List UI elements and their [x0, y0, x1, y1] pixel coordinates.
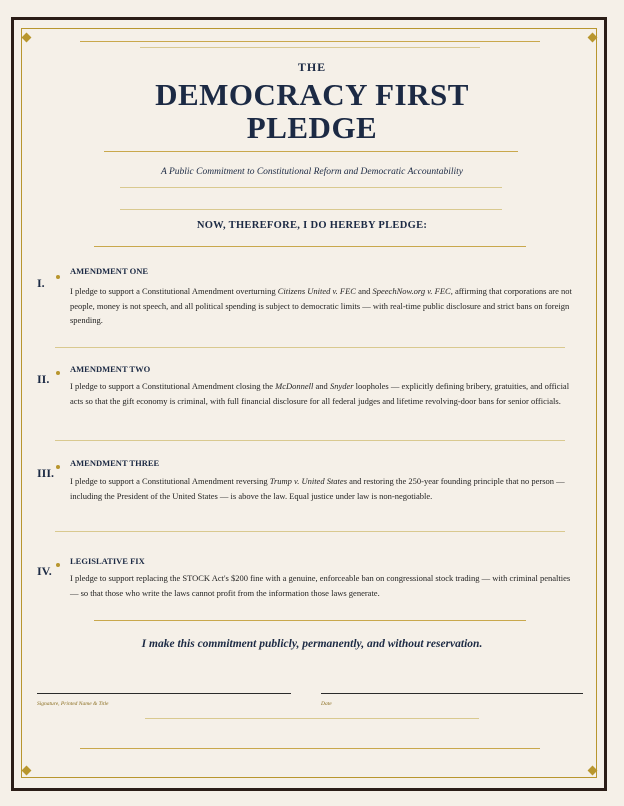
bullet-icon: [56, 275, 60, 279]
body-text: loopholes — explicitly defining bribery, gratuities, and official acts so that the gift economy is criminal, with full financial disclosure for all federal judges and lifetime revolving-door bans for senior officials.: [70, 381, 570, 406]
footer-rule: [80, 748, 540, 749]
article-heading: AMENDMENT THREE: [70, 458, 160, 468]
body-text: I pledge to support a Constitutional Amendment overturning: [70, 286, 278, 296]
body-text: and: [355, 286, 373, 296]
top-rule: [80, 41, 540, 42]
bullet-icon: [56, 563, 60, 567]
title-underline: [104, 151, 518, 152]
article-heading: AMENDMENT TWO: [70, 364, 151, 374]
footer-rule-thin: [145, 718, 479, 719]
signature-line[interactable]: [37, 693, 291, 694]
case-name: Snyder: [329, 381, 354, 391]
article-body: [70, 474, 580, 503]
article-numeral: IV.: [37, 564, 52, 578]
bullet-icon: [56, 371, 60, 375]
article-body: [70, 284, 580, 328]
article-body: [70, 379, 580, 408]
article-heading: AMENDMENT ONE: [70, 266, 148, 276]
body-text: I pledge to support replacing the STOCK Act's $200 fine with a genuine, enforceable ban on congressional stock trading — with criminal penalties — so that those who write the laws cannot profit from the information those laws generate.: [70, 573, 571, 598]
title-line-1: DEMOCRACY FIRST: [155, 77, 469, 112]
article-divider: [55, 440, 565, 441]
article-heading: LEGISLATIVE FIX: [70, 556, 145, 566]
preamble-rule-bottom: [94, 246, 526, 247]
title-prefix: THE: [297, 60, 327, 74]
closing-rule: [94, 620, 526, 621]
article-divider: [55, 531, 565, 532]
article-body: [70, 571, 580, 600]
preamble: NOW, THEREFORE, I DO HEREBY PLEDGE:: [196, 220, 428, 231]
date-label: Date: [321, 701, 332, 707]
closing-statement: I make this commitment publicly, permanently, and without reservation.: [141, 638, 483, 650]
article-divider: [55, 347, 565, 348]
page-title: [0, 78, 624, 144]
top-rule-thin: [140, 47, 480, 48]
body-text: and restoring the 250-year founding principle that no person — including the President of the United States — is above the law. Equal justice under law is non-negotiable.: [70, 476, 565, 501]
signature-label: Signature, Printed Name & Title: [37, 701, 109, 707]
body-text: , affirming that corporations are not people, money is not speech, and all political spending is subject to democratic limits — with real-time public disclosure and strict bans on foreign spending.: [70, 286, 572, 325]
article-numeral: III.: [37, 466, 55, 480]
title-line-2: PLEDGE: [246, 110, 378, 145]
body-text: I pledge to support a Constitutional Amendment reversing: [70, 476, 270, 486]
case-name: Trump v. United States: [269, 476, 348, 486]
date-line[interactable]: [321, 693, 583, 694]
case-name: McDonnell: [275, 381, 314, 391]
body-text: I pledge to support a Constitutional Amendment closing the: [70, 381, 276, 391]
case-name: Citizens United v. FEC: [277, 286, 356, 296]
body-text: and: [313, 381, 330, 391]
subtitle-rule: [120, 187, 502, 188]
case-name: SpeechNow.org v. FEC: [372, 286, 451, 296]
article-numeral: I.: [37, 276, 45, 290]
bullet-icon: [56, 465, 60, 469]
subtitle: A Public Commitment to Constitutional Reform and Democratic Accountability: [160, 167, 464, 177]
preamble-rule-top: [120, 209, 502, 210]
article-numeral: II.: [37, 372, 50, 386]
